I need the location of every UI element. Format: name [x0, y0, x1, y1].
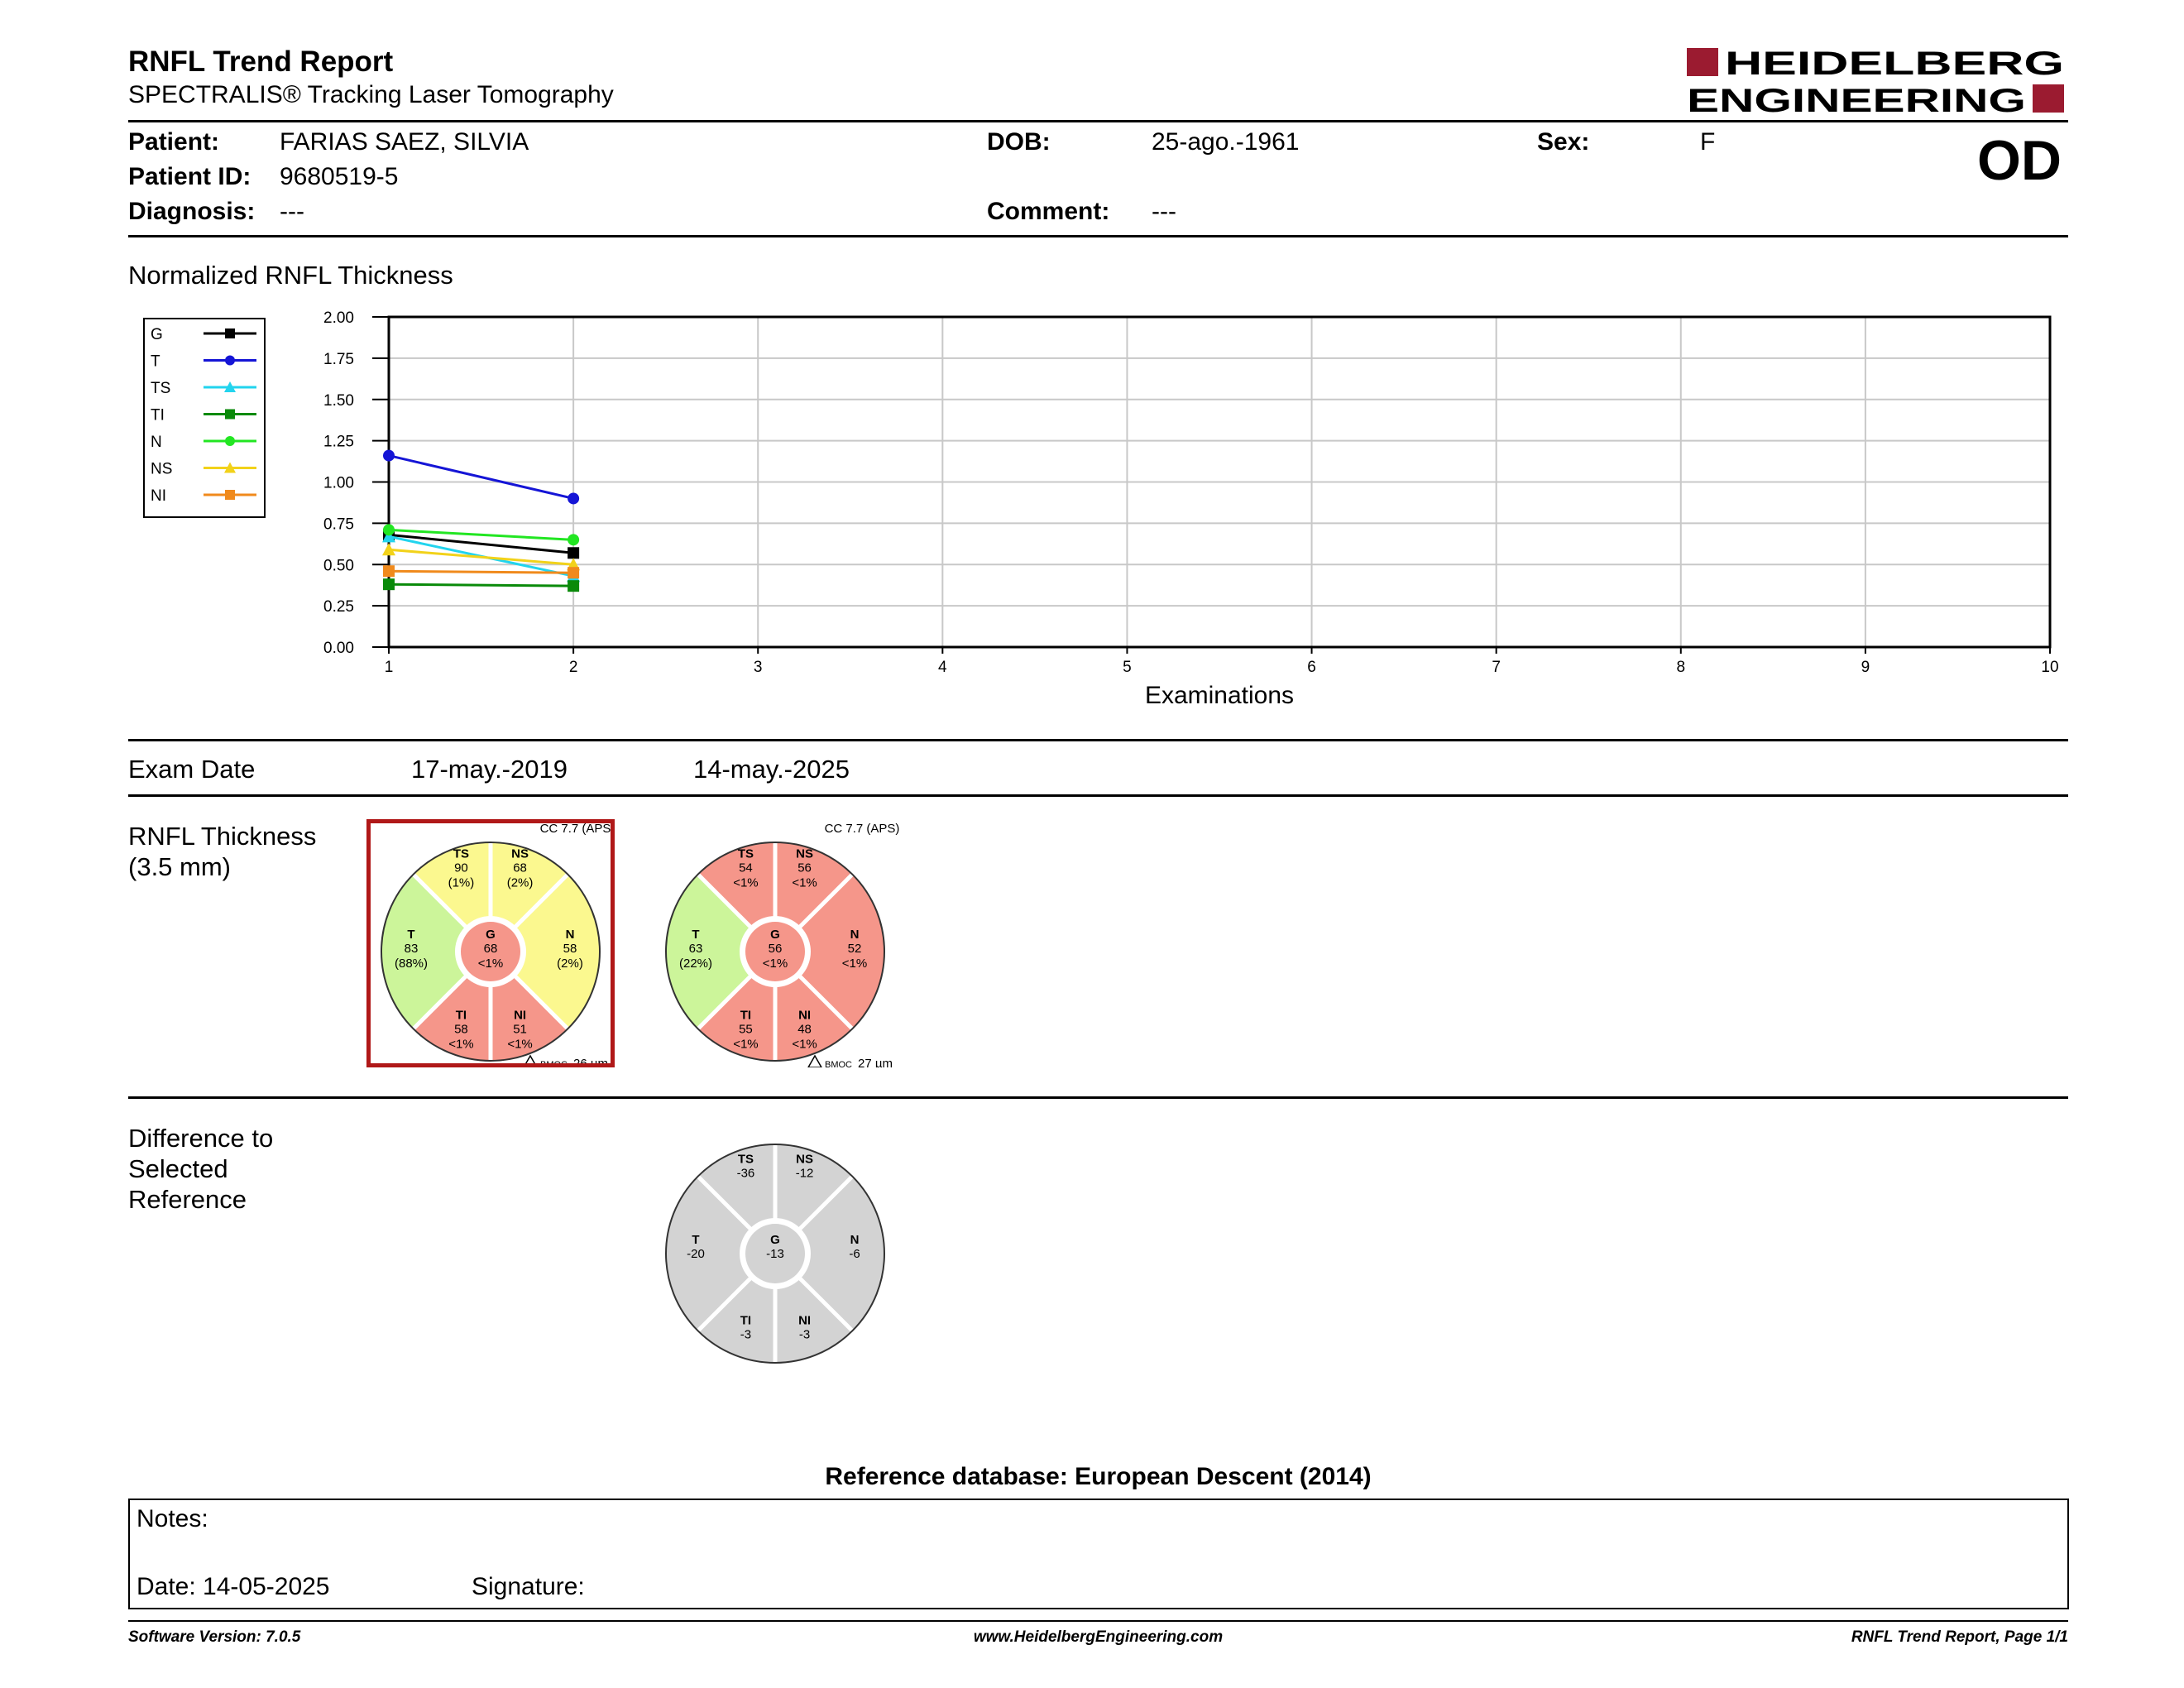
diagnosis-label: Diagnosis: — [128, 198, 256, 225]
sector-label: T — [407, 928, 415, 942]
bmo-value: 27 µm — [858, 1057, 893, 1067]
notes-label: Notes: — [136, 1505, 208, 1532]
sector-value: 56 — [797, 861, 812, 875]
data-point-n — [383, 524, 395, 535]
sector-label: TS — [453, 846, 470, 861]
chart-rule — [128, 739, 2068, 741]
sector-value: -6 — [849, 1247, 860, 1261]
difference-disc — [651, 1121, 899, 1369]
logo-square-bottom — [2033, 84, 2064, 113]
sector-label: N — [565, 928, 575, 942]
website-link[interactable]: www.HeidelbergEngineering.com — [973, 1628, 1224, 1646]
data-point-ni — [568, 567, 579, 578]
sector-value: 55 — [739, 1022, 753, 1037]
data-point-t — [568, 492, 579, 504]
sector-percentile: (2%) — [557, 957, 583, 971]
rnfl-thickness-label: RNFL Thickness — [128, 822, 317, 851]
data-point-ni — [383, 565, 395, 577]
x-tick-label: 1 — [384, 659, 394, 676]
y-tick-label: 1.00 — [323, 474, 354, 492]
data-point-g — [568, 547, 579, 559]
data-point-ti — [383, 578, 395, 590]
y-tick-label: 1.25 — [323, 433, 354, 451]
sector-percentile: (2%) — [506, 875, 534, 890]
difference-label-2: Selected — [128, 1154, 228, 1183]
patient-name: FARIAS SAEZ, SILVIA — [280, 128, 529, 156]
x-tick-label: 10 — [2041, 659, 2059, 676]
sector-label: NI — [798, 1313, 812, 1328]
data-point-t — [383, 450, 395, 462]
difference-label-1: Difference to — [128, 1124, 274, 1153]
sector-value: 58 — [454, 1022, 468, 1037]
x-tick-label: 9 — [1861, 659, 1870, 676]
sector-value: 83 — [404, 942, 419, 956]
legend-marker — [225, 436, 235, 446]
x-tick-label: 3 — [753, 659, 763, 676]
legend-marker — [225, 328, 235, 338]
series-line-ti — [389, 584, 573, 586]
heidelberg-logo — [1684, 43, 2072, 117]
sector-label: G — [770, 1233, 780, 1247]
sector-percentile: (1%) — [448, 875, 475, 890]
sector-label: NI — [514, 1008, 527, 1023]
x-tick-label: 5 — [1123, 659, 1132, 676]
x-tick-label: 6 — [1307, 659, 1316, 676]
thickness-rule — [128, 1096, 2068, 1099]
x-tick-label: 2 — [568, 659, 578, 676]
header-rule — [128, 120, 2068, 122]
difference-label-3: Reference — [128, 1185, 247, 1214]
y-tick-label: 0.75 — [323, 516, 354, 534]
sector-label: T — [692, 1233, 700, 1247]
sector-percentile: (22%) — [678, 957, 713, 971]
bmo-tag: BMOC — [825, 1060, 852, 1067]
patient-id-label: Patient ID: — [128, 163, 251, 190]
legend-label: G — [151, 326, 163, 343]
software-version: Software Version: 7.0.5 — [128, 1628, 301, 1646]
sector-value: 48 — [797, 1022, 812, 1037]
diagnosis-value: --- — [280, 198, 304, 225]
sector-percentile: <1% — [733, 875, 759, 890]
sector-label: NS — [796, 1152, 813, 1167]
sector-label: NS — [796, 846, 813, 861]
legend-label: TI — [151, 406, 165, 424]
sector-value: 68 — [483, 942, 498, 956]
sector-percentile: (88%) — [394, 957, 429, 971]
sector-value: -3 — [740, 1327, 752, 1342]
x-tick-label: 7 — [1492, 659, 1501, 676]
sector-percentile: <1% — [792, 875, 817, 890]
sector-label: NI — [798, 1008, 812, 1023]
comment-value: --- — [1152, 198, 1176, 225]
cc-label: CC 7.7 (APS) — [824, 822, 899, 836]
sector-value: 54 — [739, 861, 753, 875]
patient-label: Patient: — [128, 128, 220, 156]
sector-value: 51 — [513, 1022, 527, 1037]
page-number: RNFL Trend Report, Page 1/1 — [1851, 1628, 2068, 1646]
sector-value: -36 — [736, 1166, 755, 1181]
y-tick-label: 1.75 — [323, 350, 354, 368]
legend-marker — [225, 356, 235, 366]
sector-value: -12 — [795, 1166, 814, 1181]
legend-label: N — [151, 434, 162, 451]
chart-plot-area — [323, 310, 2059, 709]
sector-value: -13 — [766, 1247, 784, 1261]
series-line-t — [389, 456, 573, 499]
sector-label: T — [692, 928, 700, 942]
x-axis-label: Examinations — [1144, 682, 1295, 709]
notes-box[interactable] — [128, 1499, 2069, 1609]
chart-title: Normalized RNFL Thickness — [128, 261, 453, 290]
y-tick-label: 0.00 — [323, 640, 354, 657]
sector-label: N — [850, 928, 860, 942]
rnfl-thickness-sublabel: (3.5 mm) — [128, 852, 231, 881]
comment-label: Comment: — [987, 198, 1110, 225]
eye-indicator: OD — [1977, 129, 2062, 192]
report-subtitle: SPECTRALIS® Tracking Laser Tomography — [128, 81, 614, 108]
sector-value: 52 — [847, 942, 862, 956]
logo-line2: ENGINEERING — [1687, 83, 2026, 117]
y-tick-label: 0.50 — [323, 557, 354, 575]
logo-line1: HEIDELBERG — [1725, 46, 2064, 82]
sector-value: 90 — [454, 861, 468, 875]
thickness-disc-1[interactable] — [366, 819, 615, 1067]
sector-percentile: <1% — [477, 957, 504, 971]
trend-chart — [141, 310, 2060, 716]
sector-label: TI — [740, 1008, 752, 1023]
sector-value: -20 — [687, 1247, 705, 1261]
reference-database: Reference database: European Descent (2014) — [825, 1463, 1372, 1490]
data-point-n — [568, 534, 579, 545]
x-tick-label: 8 — [1676, 659, 1686, 676]
legend-marker — [225, 410, 235, 420]
exam-date-1: 17-may.-2019 — [411, 755, 568, 784]
cc-label: CC 7.7 (APS) — [539, 822, 615, 836]
exam-date-label: Exam Date — [128, 755, 256, 784]
bmo-tag: BMOC — [540, 1060, 568, 1067]
exam-rule — [128, 794, 2068, 797]
sector-value: -3 — [798, 1327, 811, 1342]
report-title: RNFL Trend Report — [128, 46, 394, 78]
x-tick-label: 4 — [938, 659, 947, 676]
sector-percentile: <1% — [841, 957, 868, 971]
legend-label: T — [151, 352, 160, 371]
sector-label: G — [486, 928, 496, 942]
delta-icon — [808, 1056, 821, 1067]
series-line-ns — [389, 549, 573, 564]
sex-value: F — [1700, 128, 1716, 156]
sector-percentile: <1% — [733, 1037, 759, 1052]
bmo-value: 26 µm — [573, 1057, 608, 1067]
sector-percentile: <1% — [792, 1037, 817, 1052]
patient-id: 9680519-5 — [280, 163, 399, 190]
sector-label: NS — [511, 846, 529, 861]
thickness-disc-2[interactable] — [651, 819, 899, 1067]
sector-value: 58 — [563, 942, 577, 956]
sector-percentile: <1% — [448, 1037, 474, 1052]
sector-label: TS — [737, 1152, 754, 1167]
sector-label: TS — [737, 846, 754, 861]
sector-label: TI — [740, 1313, 752, 1328]
y-tick-label: 2.00 — [323, 310, 354, 327]
data-point-ti — [568, 580, 579, 592]
sector-label: N — [850, 1233, 860, 1247]
dob-label: DOB: — [987, 128, 1051, 156]
chart-legend — [144, 319, 265, 517]
sector-value: 68 — [513, 861, 527, 875]
signature-label: Signature: — [472, 1573, 585, 1600]
footer-rule — [128, 1620, 2068, 1622]
sector-label: G — [770, 928, 780, 942]
sector-value: 63 — [688, 942, 703, 956]
sector-percentile: <1% — [507, 1037, 533, 1052]
sector-label: TI — [455, 1008, 467, 1023]
y-tick-label: 0.25 — [323, 598, 354, 616]
dob-value: 25-ago.-1961 — [1152, 128, 1300, 156]
patient-rule — [128, 235, 2068, 237]
legend-marker — [225, 490, 235, 500]
sector-value: 56 — [768, 942, 783, 956]
y-tick-label: 1.50 — [323, 391, 354, 410]
sex-label: Sex: — [1537, 128, 1590, 156]
legend-label: NS — [151, 460, 173, 478]
exam-date-2: 14-may.-2025 — [693, 755, 850, 784]
logo-square-top — [1687, 48, 1718, 76]
sector-percentile: <1% — [762, 957, 788, 971]
legend-label: TS — [151, 380, 171, 397]
notes-date: Date: 14-05-2025 — [136, 1573, 330, 1600]
series-line-ni — [389, 571, 573, 573]
legend-label: NI — [151, 487, 166, 505]
